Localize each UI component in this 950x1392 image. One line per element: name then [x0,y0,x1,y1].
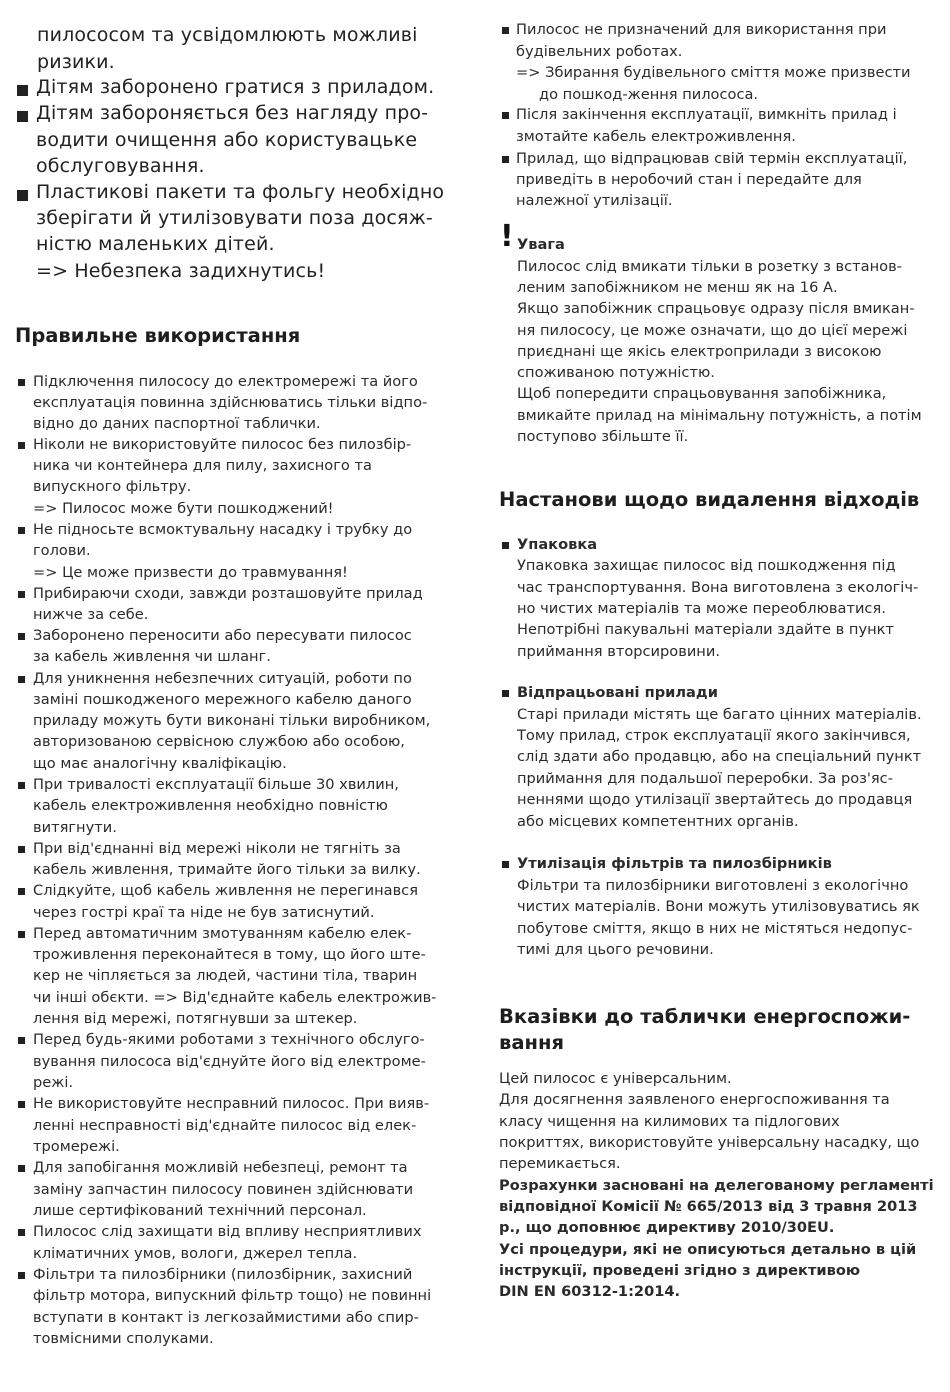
proper-use-item-text: кер не чіпляється за людей, частини тіла, тварин [33,967,418,984]
usage-item-text: до пошкод-ження пилососа. [539,86,759,103]
bullet-square-icon [18,888,25,895]
proper-use-item-text: голови. [33,542,91,559]
disposal-item-text: чистих матеріалів. Вони можуть утилізовуватись як [517,898,920,915]
proper-use-item-text: кабель живлення, тримайте його тільки за вилку. [33,861,421,878]
intro-bullet-text: обслуговування. [36,155,205,177]
right-column [480,0,950,1392]
bullet-square-icon [502,27,509,34]
bullet-square-icon [18,931,25,938]
proper-use-item-text: заміні пошкодженого мережного кабелю даного [33,691,412,708]
warning-text: вмикайте прилад на мінімальну потужність, а потім [517,407,922,424]
energy-bold-text: р., що доповнює директиву 2010/30EU. [499,1219,835,1236]
proper-use-item-text: ленні несправності від'єднайте пилосос від елек- [33,1117,417,1134]
proper-use-item-text: Заборонено переносити або пересувати пилосос [33,627,412,644]
energy-text: класу чищення на килимових та підлогових [499,1113,840,1130]
usage-item-text: будівельних роботах. [516,43,683,60]
section-heading-disposal: Настанови щодо видалення відходів [499,488,920,511]
usage-item-text: => Збирання будівельного сміття може призвести [516,64,911,81]
proper-use-item-text: вступати в контакт із легкозаймистими або спир- [33,1309,419,1326]
proper-use-item-text: витягнути. [33,819,117,836]
proper-use-item-text: => Пилосос може бути пошкоджений! [33,500,334,517]
warning-text: ня пилососу, це може означати, що до цієї мережі [517,322,908,339]
energy-bold-text: інструкції, проведені згідно з директивою [499,1262,861,1279]
disposal-item-text: но чистих матеріалів та може переоблюватися. [517,600,886,617]
usage-item-text: Прилад, що відпрацював свій термін експлуатації, [516,150,908,167]
proper-use-item-text: чи інші обєкти. => Від'єднайте кабель електрожив- [33,989,437,1006]
bullet-square-icon [18,1037,25,1044]
usage-item-text: Після закінчення експлуатації, вимкніть прилад і [516,106,897,123]
disposal-item-title: Утилізація фільтрів та пилозбірників [517,855,832,872]
disposal-item-title: Упаковка [517,536,598,553]
proper-use-item-text: за кабель живлення чи шланг. [33,648,271,665]
proper-use-item-text: Підключення пилососу до електромережі та його [33,373,418,390]
bullet-square-icon [17,111,28,122]
proper-use-item-text: => Це може призвести до травмування! [33,564,348,581]
bullet-square-icon [18,1165,25,1172]
warning-text: Якщо запобіжник спрацьовує одразу після вмикан- [517,300,915,317]
proper-use-item-text: Для запобігання можливій небезпеці, ремонт та [33,1159,408,1176]
bullet-square-icon [18,527,25,534]
disposal-item-text: Старі прилади містять ще багато цінних матеріалів. [517,706,922,723]
intro-bullet-text: Дітям заборонено гратися з приладом. [36,76,435,98]
bullet-square-icon [18,1272,25,1279]
bullet-square-icon [502,156,509,163]
intro-bullet-text: => Небезпека задихнутись! [36,260,326,282]
proper-use-item-text: кабель електроживлення необхідно повністю [33,797,388,814]
proper-use-item-text: режі. [33,1074,74,1091]
bullet-square-icon [18,782,25,789]
bullet-square-icon [18,591,25,598]
energy-text: Цей пилосос є універсальним. [499,1070,732,1087]
bullet-square-icon [502,690,509,697]
usage-item-text: Пилосос не призначений для використання при [516,21,887,38]
bullet-square-icon [17,85,28,96]
bullet-square-icon [18,676,25,683]
proper-use-item-text: Не підносьте всмоктувальну насадку і трубку до [33,521,413,538]
bullet-square-icon [18,1229,25,1236]
disposal-item-text: тимі для цього речовини. [517,941,714,958]
disposal-item-text: або місцевих компетентних органів. [517,813,799,830]
proper-use-item-text: лише сертифікований технічний персонал. [33,1202,367,1219]
bullet-square-icon [18,442,25,449]
proper-use-item-text: через гострі краї та ніде не був затиснутий. [33,904,375,921]
bullet-square-icon [18,846,25,853]
warning-text: приєднані ще якісь електроприлади з високою [517,343,882,360]
proper-use-item-text: Не використовуйте несправний пилосос. При вияв- [33,1095,430,1112]
proper-use-item-text: відно до даних паспортної таблички. [33,415,321,432]
disposal-item-text: Непотрібні пакувальні матеріали здайте в пункт [517,621,894,638]
left-column [0,0,470,1392]
bullet-square-icon [502,542,509,549]
bullet-square-icon [502,861,509,868]
proper-use-item-text: нижче за себе. [33,606,149,623]
intro-bullet-text: Пластикові пакети та фольгу необхідно [36,181,445,203]
usage-item-text: приведіть в неробочий стан і передайте для [516,171,862,188]
energy-bold-text: Розрахунки засновані на делегованому регламенті [499,1177,934,1194]
warning-text: Щоб попередити спрацьовування запобіжника, [517,385,887,402]
proper-use-item-text: Перед будь-якими роботами з технічного обслуго- [33,1031,425,1048]
proper-use-item-text: авторизованою сервісною службою або особою, [33,733,405,750]
proper-use-item-text: тромережі. [33,1138,120,1155]
proper-use-item-text: При від'єднанні від мережі ніколи не тягніть за [33,840,401,857]
proper-use-item-text: Пилосос слід захищати від впливу несприятливих [33,1223,422,1240]
energy-text: перемикається. [499,1155,621,1172]
proper-use-item-text: заміну запчастин пилососу повинен здійснювати [33,1181,414,1198]
warning-exclamation-icon: ! [500,219,514,254]
intro-bullet-text: ністю маленьких дітей. [36,233,275,255]
energy-text: покриттях, використовуйте універсальну насадку, що [499,1134,920,1151]
intro-bullet-text: водити очищення або користувацьке [36,129,418,151]
warning-title: Увага [517,236,565,253]
bullet-square-icon [18,379,25,386]
bullet-square-icon [17,190,28,201]
energy-bold-text: DIN EN 60312-1:2014. [499,1283,681,1300]
disposal-item-text: слід здати або продавцю, або на спеціальний пункт [517,748,922,765]
intro-text: ризики. [37,51,115,73]
proper-use-item-text: лення від мережі, потягнувши за штекер. [33,1010,358,1027]
disposal-item-text: приймання для подальшої переробки. За роз'яс- [517,770,893,787]
proper-use-item-text: троживлення переконайтеся в тому, що його ште- [33,946,426,963]
warning-text: споживаною потужністю. [517,364,715,381]
proper-use-item-text: Перед автоматичним змотуванням кабелю елек- [33,925,412,942]
warning-text: леним запобіжником не менш як на 16 А. [517,279,838,296]
proper-use-item-text: Для уникнення небезпечних ситуацій, роботи по [33,670,412,687]
disposal-item-text: неннями щодо утилізації звертайтесь до продавця [517,791,913,808]
proper-use-item-text: експлуатація повинна здійснюватись тільки відпо- [33,394,428,411]
proper-use-item-text: При тривалості експлуатації більше 30 хвилин, [33,776,399,793]
intro-text: пилососом та усвідомлюють можливі [37,24,418,46]
section-heading-energy: Вказівки до таблички енергоспожи- [499,1005,911,1028]
section-heading-proper-use: Правильне використання [15,324,301,347]
bullet-square-icon [18,1101,25,1108]
usage-item-text: належної утилізації. [516,192,673,209]
bullet-square-icon [18,633,25,640]
disposal-item-text: побутове сміття, якщо в них не містяться недопус- [517,920,913,937]
bullet-square-icon [502,112,509,119]
proper-use-item-text: Прибираючи сходи, завжди розташовуйте прилад [33,585,423,602]
proper-use-item-text: фільтр мотора, випускний фільтр тощо) не повинні [33,1287,432,1304]
disposal-item-text: час транспортування. Вона виготовлена з екологіч- [517,579,919,596]
warning-text: поступово збільште її. [517,428,689,445]
disposal-item-title: Відпрацьовані прилади [517,684,718,701]
section-heading-energy: вання [499,1031,564,1054]
proper-use-item-text: Ніколи не використовуйте пилосос без пилозбір- [33,436,412,453]
proper-use-item-text: вування пилососа від'єднуйте його від електроме- [33,1053,426,1070]
proper-use-item-text: випускного фільтру. [33,478,192,495]
warning-text: Пилосос слід вмикати тільки в розетку з встанов- [517,258,902,275]
energy-bold-text: Усі процедури, які не описуються детально в цій [499,1241,917,1258]
proper-use-item-text: кліматичних умов, вологи, джерел тепла. [33,1245,358,1262]
intro-bullet-text: зберігати й утилізовувати поза досяж- [36,207,433,229]
proper-use-item-text: товмісними сполуками. [33,1330,214,1347]
proper-use-item-text: що має аналогічну кваліфікацію. [33,755,287,772]
proper-use-item-text: Слідкуйте, щоб кабель живлення не перегинався [33,882,418,899]
intro-bullet-text: Дітям забороняється без нагляду про- [36,102,429,124]
disposal-item-text: приймання вторсировини. [517,643,720,660]
proper-use-item-text: Фільтри та пилозбірники (пилозбірник, захисний [33,1266,413,1283]
disposal-item-text: Фільтри та пилозбірники виготовлені з екологічно [517,877,909,894]
disposal-item-text: Тому прилад, строк експлуатації якого закінчився, [517,727,911,744]
energy-bold-text: відповідної Комісії № 665/2013 від 3 травня 2013 [499,1198,918,1215]
energy-text: Для досягнення заявленого енергоспоживання та [499,1091,890,1108]
proper-use-item-text: ника чи контейнера для пилу, захисного та [33,457,372,474]
usage-item-text: змотайте кабель електроживлення. [516,128,796,145]
proper-use-item-text: приладу можуть бути виконані тільки виробником, [33,712,431,729]
disposal-item-text: Упаковка захищає пилосос від пошкодження під [517,557,896,574]
